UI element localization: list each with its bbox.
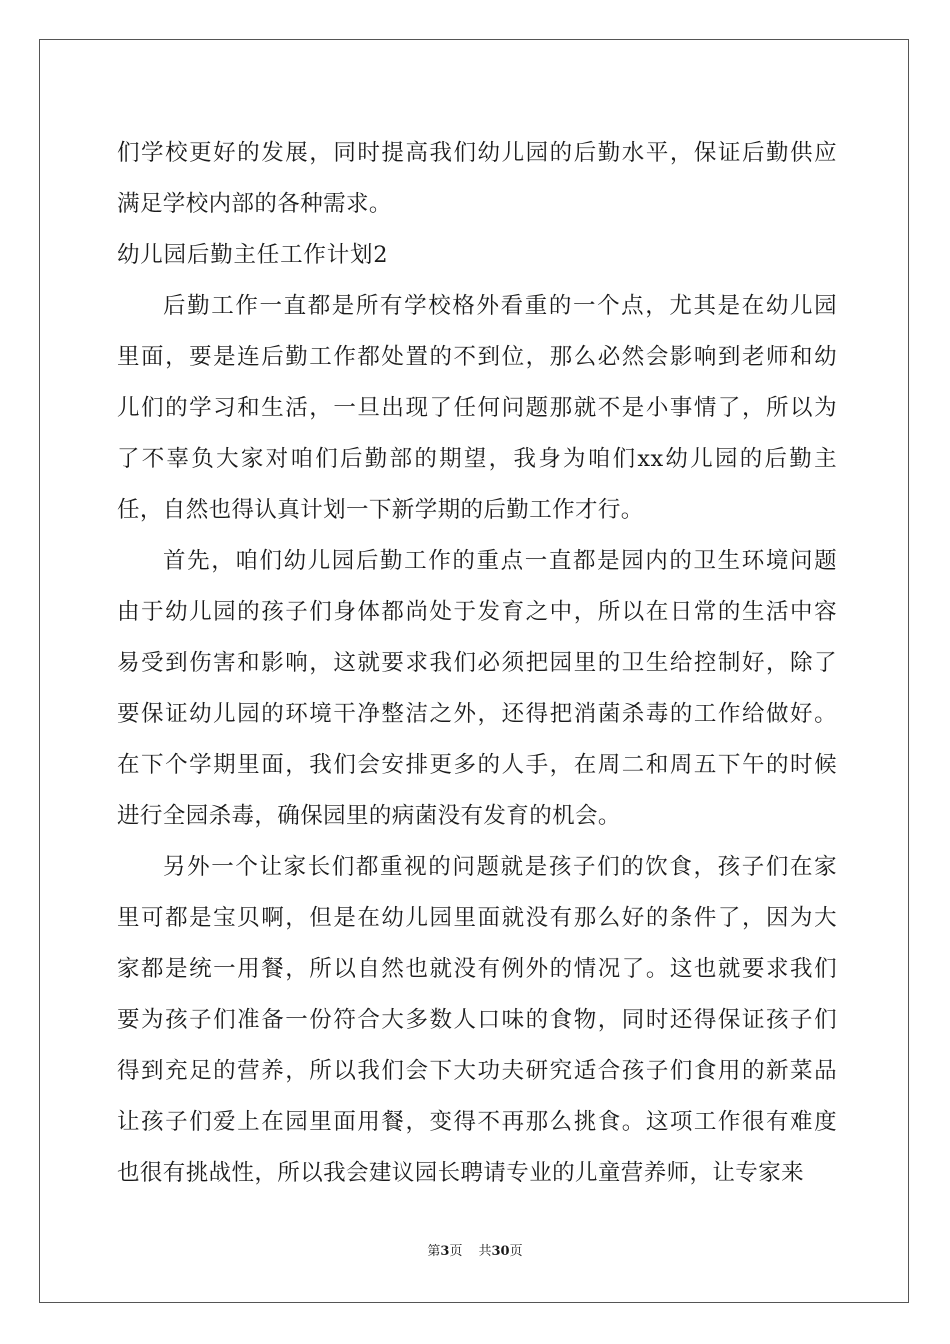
heading-text: 幼儿园后勤主任工作计划2 xyxy=(117,242,389,268)
paragraph-line: 另外一个让家长们都重视的问题就是孩子们的饮食，孩子们在家 xyxy=(163,854,837,880)
total-prefix: 共 xyxy=(478,1244,492,1259)
paragraph-line: 由于幼儿园的孩子们身体都尚处于发育之中，所以在日常的生活中容 xyxy=(117,599,837,625)
paragraph xyxy=(117,128,837,230)
paragraph-line: 们学校更好的发展，同时提高我们幼儿园的后勤水平，保证后勤供应 xyxy=(117,140,837,166)
paragraph xyxy=(117,536,837,842)
paragraph-line: 里面，要是连后勤工作都处置的不到位，那么必然会影响到老师和幼 xyxy=(117,344,837,370)
paragraph-line: 家都是统一用餐，所以自然也就没有例外的情况了。这也就要求我们 xyxy=(117,956,837,982)
page-suffix: 页 xyxy=(449,1244,463,1259)
paragraph xyxy=(117,842,837,1199)
total-suffix: 页 xyxy=(509,1244,523,1259)
paragraph-line: 任，自然也得认真计划一下新学期的后勤工作才行。 xyxy=(117,497,644,523)
paragraph-line: 让孩子们爱上在园里面用餐，变得不再那么挑食。这项工作很有难度 xyxy=(117,1109,837,1135)
page-footer xyxy=(0,1240,950,1259)
paragraph-line: 儿们的学习和生活，一旦出现了任何问题那就不是小事情了，所以为 xyxy=(117,395,837,421)
paragraph-line: 得到充足的营养，所以我们会下大功夫研究适合孩子们食用的新菜品 xyxy=(117,1058,837,1084)
section-heading xyxy=(117,230,837,281)
paragraph-line: 了不辜负大家对咱们后勤部的期望，我身为咱们xx幼儿园的后勤主 xyxy=(117,446,837,472)
paragraph xyxy=(117,281,837,536)
paragraph-line: 里可都是宝贝啊，但是在幼儿园里面就没有那么好的条件了，因为大 xyxy=(117,905,837,931)
page-number: 3 xyxy=(440,1244,450,1259)
paragraph-line: 在下个学期里面，我们会安排更多的人手，在周二和周五下午的时候 xyxy=(117,752,837,778)
document-body xyxy=(117,128,837,1199)
paragraph-line: 也很有挑战性，所以我会建议园长聘请专业的儿童营养师，让专家来 xyxy=(117,1160,805,1186)
paragraph-line: 首先，咱们幼儿园后勤工作的重点一直都是园内的卫生环境问题 xyxy=(163,548,837,574)
paragraph-line: 易受到伤害和影响，这就要求我们必须把园里的卫生给控制好，除了 xyxy=(117,650,837,676)
paragraph-line: 要保证幼儿园的环境干净整洁之外，还得把消菌杀毒的工作给做好。 xyxy=(117,701,837,727)
paragraph-line: 满足学校内部的各种需求。 xyxy=(117,191,392,217)
paragraph-line: 要为孩子们准备一份符合大多数人口味的食物，同时还得保证孩子们 xyxy=(117,1007,837,1033)
page-prefix: 第 xyxy=(427,1244,441,1259)
paragraph-line: 后勤工作一直都是所有学校格外看重的一个点，尤其是在幼儿园 xyxy=(163,293,837,319)
paragraph-line: 进行全园杀毒，确保园里的病菌没有发育的机会。 xyxy=(117,803,621,829)
total-pages: 30 xyxy=(491,1244,510,1259)
